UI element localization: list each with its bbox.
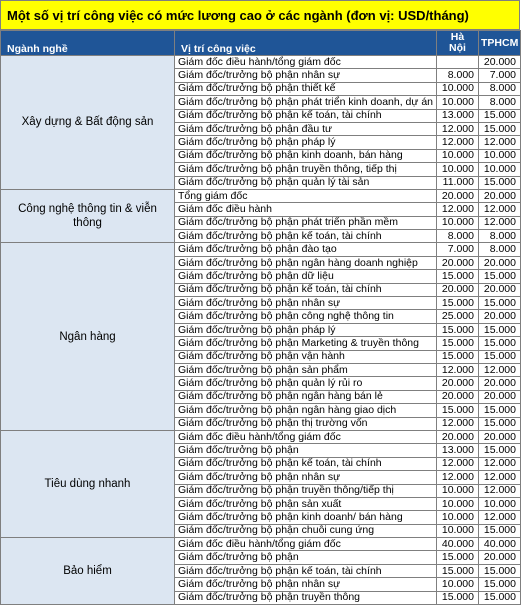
position-cell: Giám đốc/trưởng bộ phận nhân sự (175, 69, 437, 82)
hanoi-salary-cell: 10.000 (437, 578, 479, 591)
hcm-salary-cell: 12.000 (479, 457, 521, 470)
table-row (1, 189, 521, 202)
position-cell: Giám đốc/trưởng bộ phận quản lý rủi ro (175, 377, 437, 390)
hanoi-salary-cell: 12.000 (437, 457, 479, 470)
hcm-salary-cell: 15.000 (479, 564, 521, 577)
position-cell: Giám đốc/trưởng bộ phận vận hành (175, 350, 437, 363)
hanoi-salary-cell: 15.000 (437, 564, 479, 577)
table-row (1, 430, 521, 443)
industry-cell: Xây dựng & Bất động sản (1, 56, 175, 190)
hcm-salary-cell: 15.000 (479, 176, 521, 189)
hcm-salary-cell: 20.000 (479, 377, 521, 390)
header-industry: Ngành nghề (1, 31, 175, 56)
hcm-salary-cell: 15.000 (479, 323, 521, 336)
table-row (1, 56, 521, 69)
hcm-salary-cell: 20.000 (479, 283, 521, 296)
position-cell: Giám đốc điều hành/tổng giám đốc (175, 56, 437, 69)
hanoi-salary-cell: 10.000 (437, 96, 479, 109)
hanoi-salary-cell: 15.000 (437, 337, 479, 350)
position-cell: Giám đốc/trưởng bộ phận sản xuất (175, 497, 437, 510)
position-cell: Giám đốc/trưởng bộ phận sản phẩm (175, 363, 437, 376)
position-cell: Tổng giám đốc (175, 189, 437, 202)
industry-cell: Bảo hiểm (1, 538, 175, 605)
hcm-salary-cell: 10.000 (479, 497, 521, 510)
hcm-salary-cell: 15.000 (479, 297, 521, 310)
hcm-salary-cell: 12.000 (479, 363, 521, 376)
position-cell: Giám đốc/trưởng bộ phận dữ liệu (175, 270, 437, 283)
industry-cell: Ngân hàng (1, 243, 175, 430)
position-cell: Giám đốc/trưởng bộ phận thiết kế (175, 82, 437, 95)
hanoi-salary-cell: 12.000 (437, 471, 479, 484)
hanoi-salary-cell: 10.000 (437, 497, 479, 510)
hcm-salary-cell: 8.000 (479, 96, 521, 109)
salary-table (0, 30, 521, 605)
position-cell: Giám đốc/trưởng bộ phận ngân hàng doanh nghiệp (175, 256, 437, 269)
hanoi-salary-cell: 15.000 (437, 270, 479, 283)
position-cell: Giám đốc điều hành (175, 203, 437, 216)
position-cell: Giám đốc/trưởng bộ phận kế toán, tài chính (175, 564, 437, 577)
position-cell: Giám đốc/trưởng bộ phận (175, 444, 437, 457)
hcm-salary-cell: 15.000 (479, 270, 521, 283)
hcm-salary-cell: 20.000 (479, 310, 521, 323)
header-hanoi-line1: Hà (450, 31, 465, 43)
position-cell: Giám đốc/trưởng bộ phận công nghệ thông tin (175, 310, 437, 323)
position-cell: Giám đốc/trưởng bộ phận nhân sự (175, 578, 437, 591)
position-cell: Giám đốc/trưởng bộ phận thị trường vốn (175, 417, 437, 430)
hcm-salary-cell: 10.000 (479, 149, 521, 162)
position-cell: Giám đốc/trưởng bộ phận kế toán, tài chính (175, 283, 437, 296)
hanoi-salary-cell: 8.000 (437, 69, 479, 82)
hanoi-salary-cell: 13.000 (437, 109, 479, 122)
position-cell: Giám đốc/trưởng bộ phận ngân hàng bán lẻ (175, 390, 437, 403)
hanoi-salary-cell: 13.000 (437, 444, 479, 457)
hanoi-salary-cell: 12.000 (437, 417, 479, 430)
sheet-title: Một số vị trí công việc có mức lương cao ở các ngành (đơn vị: USD/tháng) (0, 0, 520, 30)
hcm-salary-cell: 10.000 (479, 163, 521, 176)
header-position: Vị trí công việc (175, 31, 437, 56)
position-cell: Giám đốc/trưởng bộ phận đào tạo (175, 243, 437, 256)
hcm-salary-cell: 15.000 (479, 591, 521, 604)
hcm-salary-cell: 8.000 (479, 230, 521, 243)
position-cell: Giám đốc/trưởng bộ phận kinh doanh/ bán hàng (175, 511, 437, 524)
hanoi-salary-cell: 10.000 (437, 163, 479, 176)
hanoi-salary-cell: 10.000 (437, 484, 479, 497)
hcm-salary-cell: 20.000 (479, 56, 521, 69)
position-cell: Giám đốc/trưởng bộ phận kinh doanh, bán hàng (175, 149, 437, 162)
table-row (1, 538, 521, 551)
table-row (1, 243, 521, 256)
hcm-salary-cell: 15.000 (479, 417, 521, 430)
hanoi-salary-cell: 11.000 (437, 176, 479, 189)
hanoi-salary-cell: 12.000 (437, 203, 479, 216)
hcm-salary-cell: 15.000 (479, 122, 521, 135)
hcm-salary-cell: 8.000 (479, 82, 521, 95)
header-hcm: TPHCM (479, 31, 521, 56)
header-hanoi-line2: Nội (449, 42, 466, 54)
hcm-salary-cell: 15.000 (479, 337, 521, 350)
position-cell: Giám đốc/trưởng bộ phận kế toán, tài chính (175, 457, 437, 470)
hanoi-salary-cell: 10.000 (437, 511, 479, 524)
hcm-salary-cell: 7.000 (479, 69, 521, 82)
hcm-salary-cell: 15.000 (479, 404, 521, 417)
hanoi-salary-cell: 8.000 (437, 230, 479, 243)
industry-cell: Tiêu dùng nhanh (1, 430, 175, 537)
hcm-salary-cell: 12.000 (479, 136, 521, 149)
hcm-salary-cell: 12.000 (479, 511, 521, 524)
hanoi-salary-cell: 12.000 (437, 122, 479, 135)
header-hanoi (437, 31, 479, 56)
hanoi-salary-cell: 10.000 (437, 82, 479, 95)
position-cell: Giám đốc/trưởng bộ phận đầu tư (175, 122, 437, 135)
industry-cell: Công nghệ thông tin & viễn thông (1, 189, 175, 243)
hanoi-salary-cell: 15.000 (437, 323, 479, 336)
hanoi-salary-cell: 20.000 (437, 283, 479, 296)
hcm-salary-cell: 12.000 (479, 471, 521, 484)
position-cell: Giám đốc/trưởng bộ phận truyền thông (175, 591, 437, 604)
hcm-salary-cell: 20.000 (479, 189, 521, 202)
hanoi-salary-cell: 15.000 (437, 404, 479, 417)
hanoi-salary-cell: 10.000 (437, 216, 479, 229)
hanoi-salary-cell: 15.000 (437, 297, 479, 310)
position-cell: Giám đốc/trưởng bộ phận quản lý tài sản (175, 176, 437, 189)
hcm-salary-cell: 20.000 (479, 390, 521, 403)
position-cell: Giám đốc/trưởng bộ phận nhân sự (175, 297, 437, 310)
hanoi-salary-cell: 20.000 (437, 390, 479, 403)
hanoi-salary-cell: 20.000 (437, 430, 479, 443)
hcm-salary-cell: 12.000 (479, 203, 521, 216)
hcm-salary-cell: 40.000 (479, 538, 521, 551)
hcm-salary-cell: 15.000 (479, 350, 521, 363)
hanoi-salary-cell: 15.000 (437, 350, 479, 363)
hcm-salary-cell: 15.000 (479, 444, 521, 457)
position-cell: Giám đốc/trưởng bộ phận Marketing & truyền thông (175, 337, 437, 350)
position-cell: Giám đốc điều hành/tổng giám đốc (175, 430, 437, 443)
position-cell: Giám đốc/trưởng bộ phận nhân sự (175, 471, 437, 484)
hanoi-salary-cell: 20.000 (437, 377, 479, 390)
position-cell: Giám đốc/trưởng bộ phận (175, 551, 437, 564)
position-cell: Giám đốc/trưởng bộ phận truyền thông/tiếp thị (175, 484, 437, 497)
hanoi-salary-cell: 7.000 (437, 243, 479, 256)
hcm-salary-cell: 15.000 (479, 524, 521, 537)
hanoi-salary-cell: 12.000 (437, 136, 479, 149)
position-cell: Giám đốc/trưởng bộ phận pháp lý (175, 323, 437, 336)
hanoi-salary-cell: 20.000 (437, 256, 479, 269)
hanoi-salary-cell: 25.000 (437, 310, 479, 323)
hcm-salary-cell: 8.000 (479, 243, 521, 256)
hanoi-salary-cell: 10.000 (437, 149, 479, 162)
hcm-salary-cell: 12.000 (479, 216, 521, 229)
hanoi-salary-cell: 10.000 (437, 524, 479, 537)
position-cell: Giám đốc/trưởng bộ phận ngân hàng giao dịch (175, 404, 437, 417)
hanoi-salary-cell: 20.000 (437, 189, 479, 202)
hcm-salary-cell: 15.000 (479, 578, 521, 591)
hanoi-salary-cell: 15.000 (437, 591, 479, 604)
position-cell: Giám đốc/trưởng bộ phận pháp lý (175, 136, 437, 149)
position-cell: Giám đốc/trưởng bộ phận kế toán, tài chính (175, 230, 437, 243)
position-cell: Giám đốc/trưởng bộ phận truyền thông, tiếp thị (175, 163, 437, 176)
hcm-salary-cell: 15.000 (479, 109, 521, 122)
position-cell: Giám đốc/trưởng bộ phận phát triển phần mềm (175, 216, 437, 229)
position-cell: Giám đốc điều hành/tổng giám đốc (175, 538, 437, 551)
table-body (1, 56, 521, 605)
hanoi-salary-cell: 12.000 (437, 363, 479, 376)
hcm-salary-cell: 20.000 (479, 256, 521, 269)
position-cell: Giám đốc/trưởng bộ phận kế toán, tài chính (175, 109, 437, 122)
position-cell: Giám đốc/trưởng bộ phận phát triển kinh doanh, dự án (175, 96, 437, 109)
hanoi-salary-cell: 40.000 (437, 538, 479, 551)
hcm-salary-cell: 20.000 (479, 551, 521, 564)
hcm-salary-cell: 20.000 (479, 430, 521, 443)
header-row (1, 31, 521, 56)
hanoi-salary-cell: 15.000 (437, 551, 479, 564)
hcm-salary-cell: 12.000 (479, 484, 521, 497)
position-cell: Giám đốc/trưởng bộ phận chuỗi cung ứng (175, 524, 437, 537)
hanoi-salary-cell (437, 56, 479, 69)
